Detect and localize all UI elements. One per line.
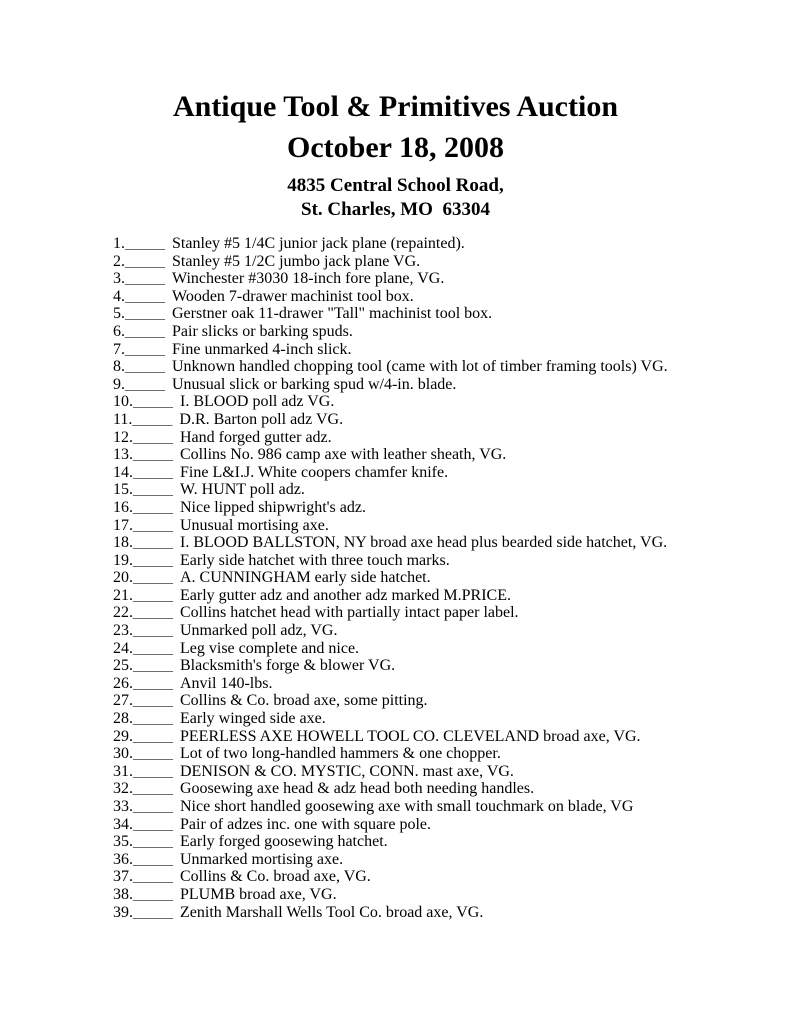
list-item <box>113 341 751 359</box>
list-item <box>113 464 751 482</box>
lot-number: 36. <box>113 850 133 868</box>
lot-number: 25. <box>113 657 133 675</box>
lot-number: 33. <box>113 798 133 815</box>
list-item <box>113 569 751 587</box>
bid-blank-line: _____ <box>133 393 173 411</box>
lot-description: Wooden 7-drawer machinist tool box. <box>172 287 414 305</box>
bid-blank-line: _____ <box>133 745 173 763</box>
lot-number: 32. <box>113 780 133 798</box>
lot-description: Early gutter adz and another adz marked M.PRICE. <box>180 586 511 604</box>
lot-description: PLUMB broad axe, VG. <box>180 885 337 903</box>
lot-description: Nice short handled goosewing axe with small touchmark on blade, VG <box>180 798 634 815</box>
bid-blank-line: _____ <box>133 903 173 921</box>
list-item <box>113 270 751 288</box>
lot-number: 8. <box>113 358 125 376</box>
lot-description: A. CUNNINGHAM early side hatchet. <box>180 569 431 587</box>
lot-description: Pair slicks or barking spuds. <box>172 322 353 340</box>
list-item <box>113 728 751 746</box>
lot-description: Hand forged gutter adz. <box>180 428 332 446</box>
lot-description: Collins & Co. broad axe, VG. <box>180 868 371 886</box>
lot-number: 34. <box>113 815 133 833</box>
list-item <box>113 622 751 640</box>
bid-blank-line: _____ <box>125 235 165 252</box>
lot-description: PEERLESS AXE HOWELL TOOL CO. CLEVELAND broad axe, VG. <box>180 727 641 745</box>
bid-blank-line: _____ <box>133 850 173 868</box>
lot-number: 17. <box>113 516 133 534</box>
lot-number: 3. <box>113 270 125 288</box>
lot-description: Winchester #3030 18-inch fore plane, VG. <box>172 270 445 288</box>
lot-description: Stanley #5 1/4C junior jack plane (repainted). <box>172 235 465 252</box>
lot-description: I. BLOOD poll adz VG. <box>180 393 335 411</box>
lot-description: Early forged goosewing hatchet. <box>180 833 388 851</box>
bid-blank-line: _____ <box>133 710 173 728</box>
bid-blank-line: _____ <box>133 428 173 446</box>
lot-number: 31. <box>113 762 133 780</box>
bid-blank-line: _____ <box>133 798 173 815</box>
bid-blank-line: _____ <box>125 305 165 323</box>
list-item <box>113 552 751 570</box>
list-item <box>113 587 751 605</box>
lot-number: 24. <box>113 639 133 657</box>
list-item <box>113 868 751 886</box>
lot-number: 35. <box>113 833 133 851</box>
list-item <box>113 235 751 253</box>
lot-number: 27. <box>113 692 133 710</box>
lot-number: 4. <box>113 287 125 305</box>
list-item <box>113 393 751 411</box>
address-line-1: 4835 Central School Road, <box>287 175 504 196</box>
lot-description: Unusual mortising axe. <box>180 516 329 534</box>
lot-description: D.R. Barton poll adz VG. <box>179 410 344 428</box>
bid-blank-line: _____ <box>133 639 173 657</box>
list-item <box>113 288 751 306</box>
bid-blank-line: _____ <box>133 833 173 851</box>
lot-description: I. BLOOD BALLSTON, NY broad axe head plus bearded side hatchet, VG. <box>180 534 668 552</box>
lot-number: 37. <box>113 868 133 886</box>
lot-number: 10. <box>113 393 133 411</box>
lot-description: Collins No. 986 camp axe with leather sheath, VG. <box>180 446 507 464</box>
bid-blank-line: _____ <box>133 481 173 499</box>
list-item <box>113 411 751 429</box>
bid-blank-line: _____ <box>125 375 165 393</box>
bid-blank-line: _____ <box>125 287 165 305</box>
lot-description: Unusual slick or barking spud w/4-in. blade. <box>172 375 457 393</box>
bid-blank-line: _____ <box>133 657 173 675</box>
lot-description: Nice lipped shipwright's adz. <box>180 498 366 516</box>
list-item <box>113 816 751 834</box>
bid-blank-line: _____ <box>133 674 173 692</box>
lot-description: W. HUNT poll adz. <box>180 481 305 499</box>
bid-blank-line: _____ <box>133 551 173 569</box>
lot-number: 30. <box>113 745 133 763</box>
bid-blank-line: _____ <box>125 340 165 358</box>
bid-blank-line: _____ <box>133 604 173 622</box>
bid-blank-line: _____ <box>133 446 173 464</box>
lot-number: 16. <box>113 498 133 516</box>
lot-number: 20. <box>113 569 133 587</box>
lot-description: Unmarked mortising axe. <box>180 850 344 868</box>
list-item <box>113 904 751 922</box>
bid-blank-line: _____ <box>133 534 173 552</box>
bid-blank-line: _____ <box>133 780 173 798</box>
lot-description: Stanley #5 1/2C jumbo jack plane VG. <box>172 252 421 270</box>
lot-number: 13. <box>113 446 133 464</box>
list-item <box>113 499 751 517</box>
list-item <box>113 657 751 675</box>
lot-description: Unmarked poll adz, VG. <box>180 622 338 640</box>
list-item <box>113 886 751 904</box>
lot-description: Unknown handled chopping tool (came with lot of timber framing tools) VG. <box>172 358 668 376</box>
lot-description: Fine unmarked 4-inch slick. <box>172 340 352 358</box>
lot-description: Blacksmith's forge & blower VG. <box>180 657 396 675</box>
bid-blank-line: _____ <box>133 463 173 481</box>
lot-number: 18. <box>113 534 133 552</box>
list-item <box>113 851 751 869</box>
list-item <box>113 517 751 535</box>
lot-number: 9. <box>113 375 125 393</box>
list-item <box>113 358 751 376</box>
lot-list <box>113 235 751 921</box>
list-item <box>113 253 751 271</box>
list-item <box>113 692 751 710</box>
bid-blank-line: _____ <box>133 815 173 833</box>
lot-description: Early winged side axe. <box>180 710 326 728</box>
lot-description: Lot of two long-handled hammers & one chopper. <box>180 745 501 763</box>
lot-description: Early side hatchet with three touch marks. <box>180 551 450 569</box>
lot-number: 38. <box>113 885 133 903</box>
list-item <box>113 798 751 816</box>
lot-number: 2. <box>113 252 125 270</box>
lot-number: 5. <box>113 305 125 323</box>
lot-number: 26. <box>113 674 133 692</box>
lot-description: DENISON & CO. MYSTIC, CONN. mast axe, VG. <box>180 762 514 780</box>
bid-blank-line: _____ <box>125 322 165 340</box>
lot-description: Zenith Marshall Wells Tool Co. broad axe, VG. <box>180 903 484 921</box>
lot-number: 1. <box>113 235 125 252</box>
bid-blank-line: _____ <box>125 358 165 376</box>
lot-number: 12. <box>113 428 133 446</box>
list-item <box>113 446 751 464</box>
bid-blank-line: _____ <box>133 868 173 886</box>
list-item <box>113 833 751 851</box>
bid-blank-line: _____ <box>133 498 173 516</box>
lot-number: 28. <box>113 710 133 728</box>
bid-blank-line: _____ <box>125 252 165 270</box>
document-header <box>0 0 791 222</box>
list-item <box>113 323 751 341</box>
lot-description: Collins & Co. broad axe, some pitting. <box>180 692 428 710</box>
list-item <box>113 745 751 763</box>
list-item <box>113 534 751 552</box>
lot-number: 6. <box>113 322 125 340</box>
bid-blank-line: _____ <box>133 762 173 780</box>
lot-number: 7. <box>113 340 125 358</box>
lot-number: 14. <box>113 463 133 481</box>
lot-description: Pair of adzes inc. one with square pole. <box>180 815 432 833</box>
list-item <box>113 675 751 693</box>
lot-number: 23. <box>113 622 133 640</box>
list-item <box>113 710 751 728</box>
lot-number: 11. <box>113 410 133 428</box>
lot-description: Anvil 140-lbs. <box>180 674 273 692</box>
list-item <box>113 604 751 622</box>
bid-blank-line: _____ <box>132 410 173 428</box>
bid-blank-line: _____ <box>133 516 173 534</box>
bid-blank-line: _____ <box>125 270 165 288</box>
list-item <box>113 780 751 798</box>
list-item <box>113 763 751 781</box>
list-item <box>113 640 751 658</box>
bid-blank-line: _____ <box>133 622 173 640</box>
bid-blank-line: _____ <box>133 586 173 604</box>
lot-number: 22. <box>113 604 133 622</box>
list-item <box>113 429 751 447</box>
bid-blank-line: _____ <box>133 727 173 745</box>
bid-blank-line: _____ <box>133 692 173 710</box>
lot-description: Gerstner oak 11-drawer "Tall" machinist tool box. <box>172 305 493 323</box>
list-item <box>113 376 751 394</box>
lot-description: Collins hatchet head with partially intact paper label. <box>180 604 519 622</box>
lot-number: 15. <box>113 481 133 499</box>
lot-description: Goosewing axe head & adz head both needing handles. <box>180 780 535 798</box>
bid-blank-line: _____ <box>133 569 173 587</box>
lot-number: 19. <box>113 551 133 569</box>
lot-number: 29. <box>113 727 133 745</box>
lot-description: Leg vise complete and nice. <box>180 639 360 657</box>
bid-blank-line: _____ <box>133 885 173 903</box>
auction-date: October 18, 2008 <box>287 131 504 164</box>
auction-title: Antique Tool & Primitives Auction <box>172 90 619 123</box>
lot-number: 39. <box>113 903 133 921</box>
list-item <box>113 481 751 499</box>
lot-description: Fine L&I.J. White coopers chamfer knife. <box>180 463 449 481</box>
address-line-2: St. Charles, MO 63304 <box>301 199 490 220</box>
lot-number: 21. <box>113 586 133 604</box>
list-item <box>113 305 751 323</box>
